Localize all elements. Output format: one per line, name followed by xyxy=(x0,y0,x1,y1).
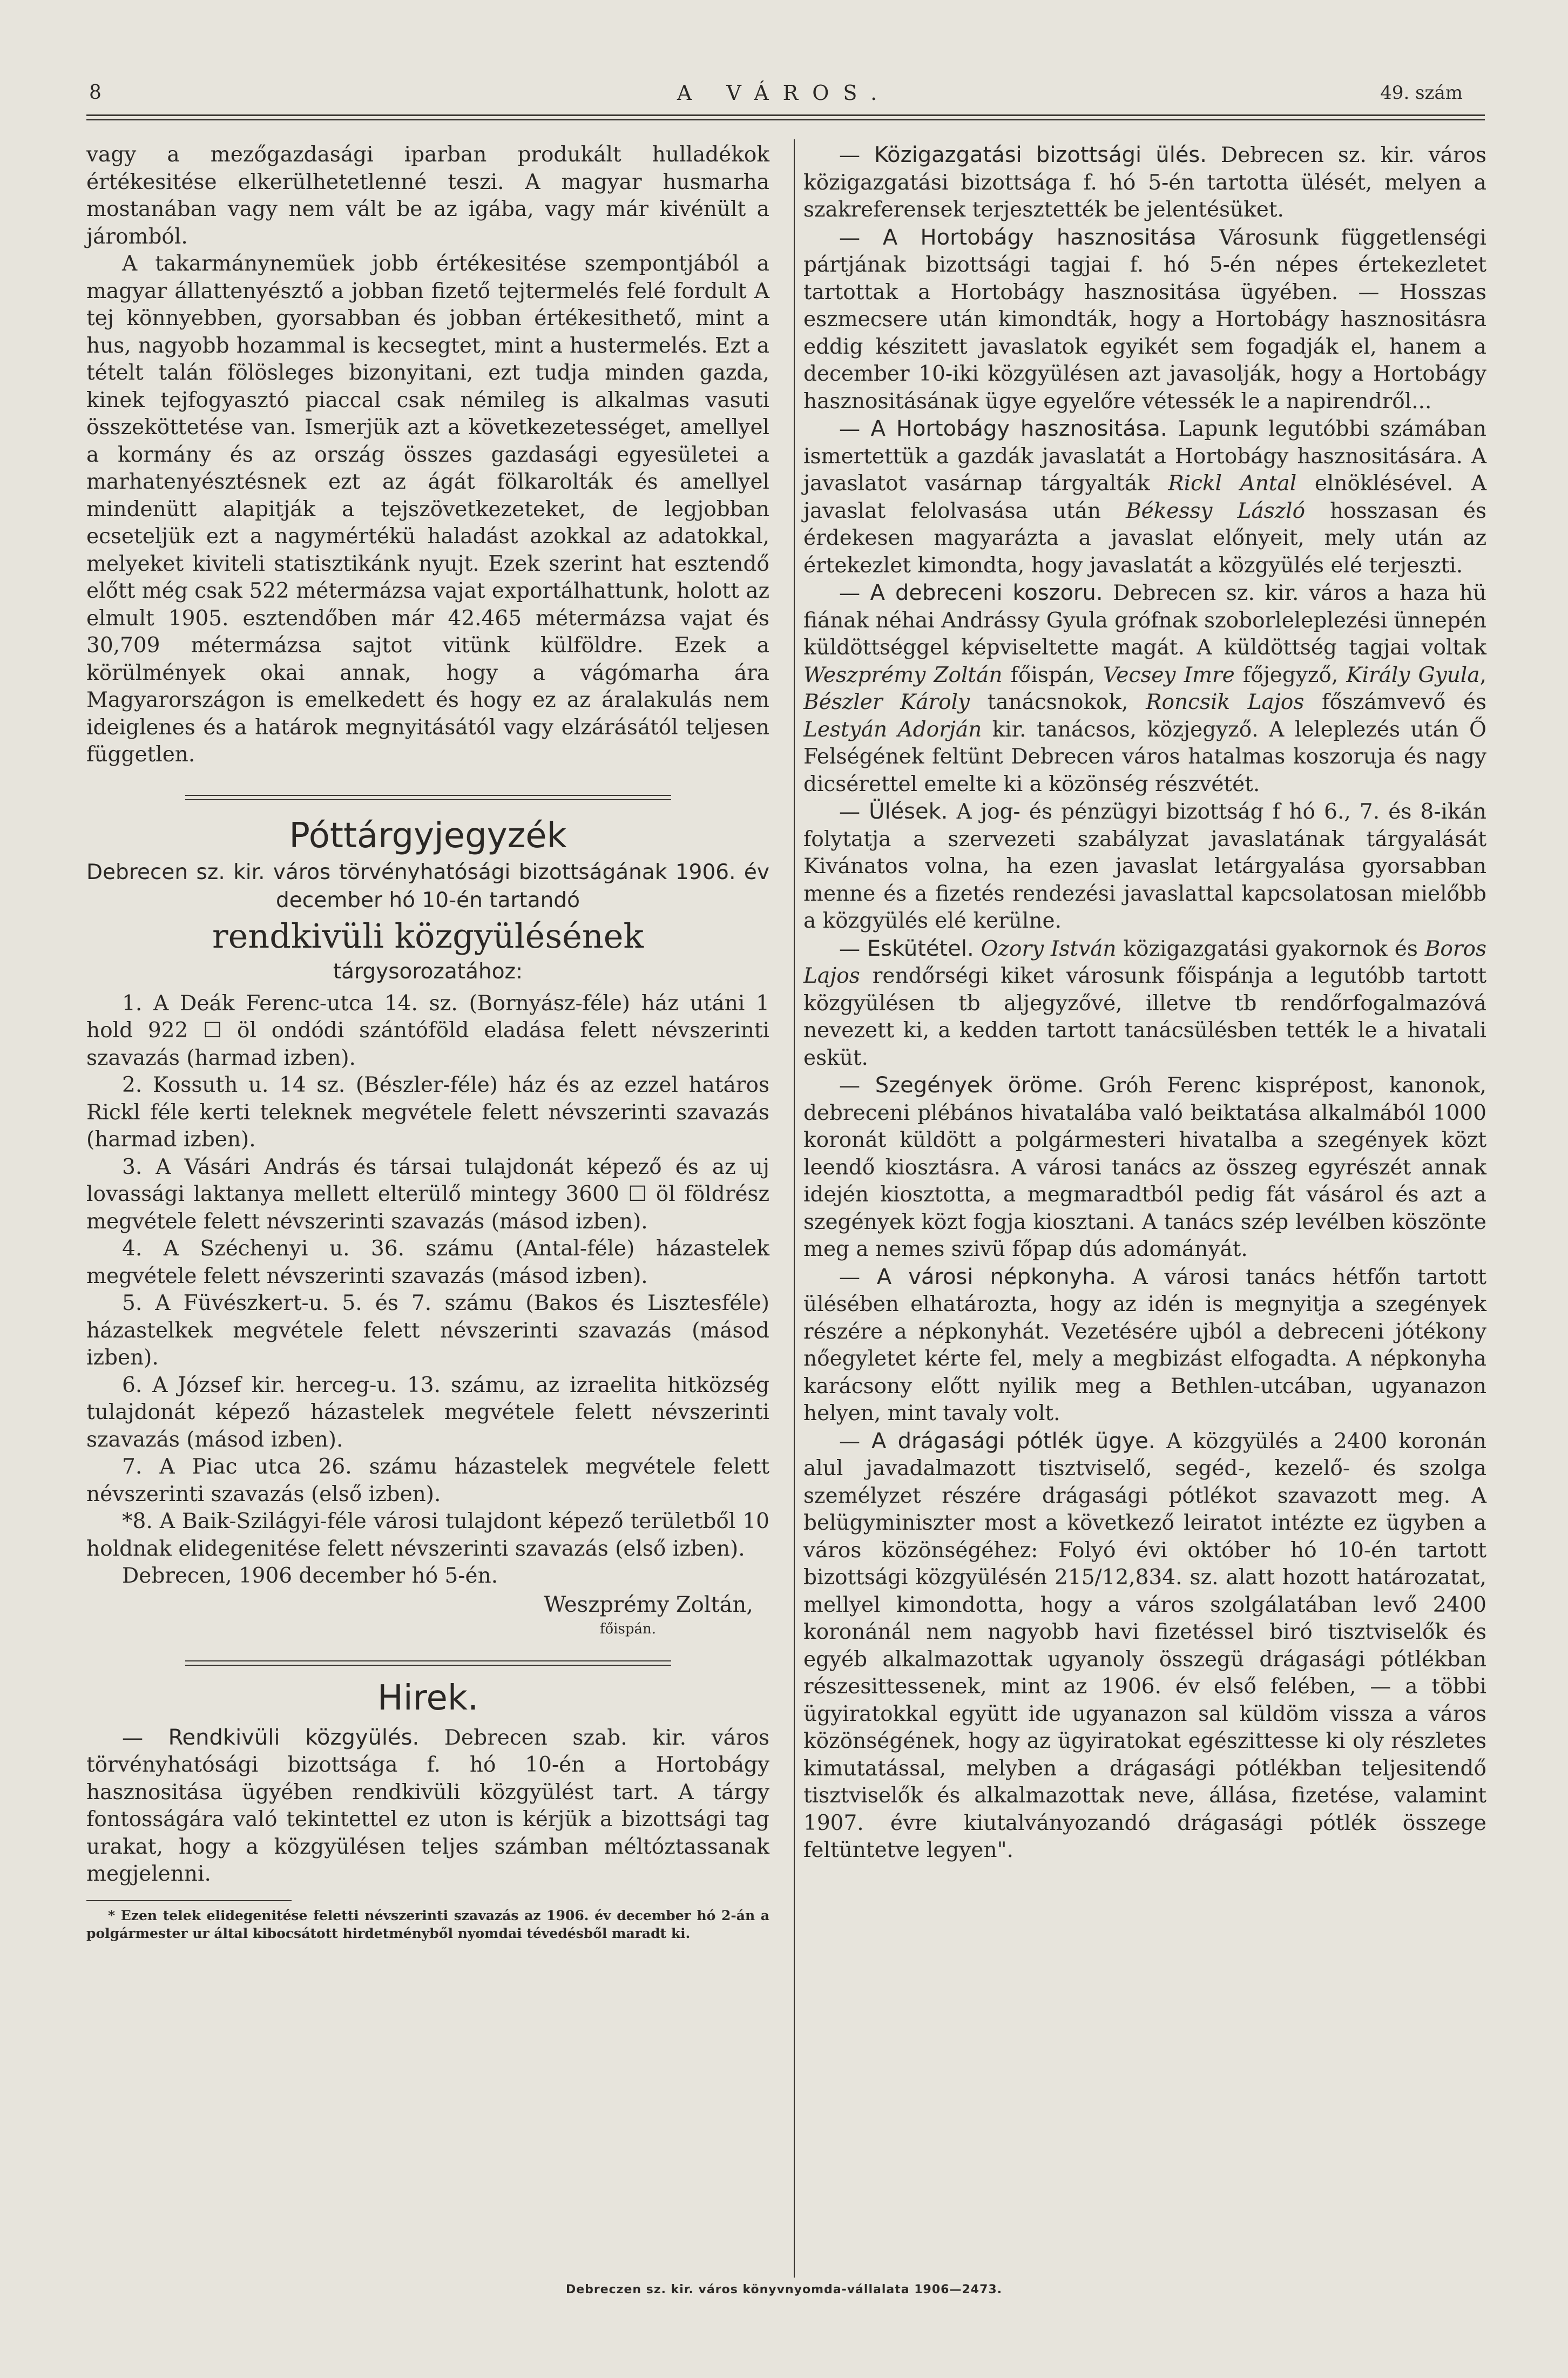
agenda-item: 7. A Piac utca 26. számu házastelek megvétele felett névszerinti szavazás (első izben). xyxy=(86,1455,769,1506)
person-name: Vecsey Imre xyxy=(1103,663,1235,687)
news-item-title: A városi népkonyha. xyxy=(876,1264,1116,1289)
news-item-text: főszámvevő és xyxy=(1304,690,1486,714)
news-item-text: Városunk függetlenségi pártjának bizottsági tagjai f. hó 5-én népes értekezletet tartottak a Hortobágy hasznositása ügyében. — Hosszas eszmecsere után kimondták, hogy a Hortobágy hasznositásra eddig készitett javaslatok egyikét sem fogadják el, hanem a december 10-iki közgyülésen azt javasolják, hogy a Hortobágy hasznositásának ügye egyelőre vétessék le a napirendről... xyxy=(803,225,1486,414)
header-rule-2 xyxy=(86,119,1485,120)
person-name: Lestyán Adorján xyxy=(803,717,982,742)
news-item-text: rendőrségi kiket városunk főispánja a legutóbb tartott közgyülésen tb aljegyzővé, illetve tb rendőrfogalmazóvá nevezett ki, a kedden tartott tanácsülésben tették le a hivatali esküt. xyxy=(803,964,1486,1070)
person-name: Roncsik Lajos xyxy=(1146,690,1305,714)
news-item: — Eskütétel. Ozory István közigazgatási gyakornok és Boros Lajos rendőrségi kiket városunk főispánja a legutóbb tartott közgyülésen tb aljegyzővé, illetve tb rendőrfogalmazóvá nevezett ki, a kedden tartott tanácsülésben tették le a hivatali esküt. xyxy=(803,936,1486,1070)
person-name: Békessy László xyxy=(1125,498,1306,523)
news-item-title: Szegények öröme. xyxy=(875,1073,1084,1098)
agenda-item: 5. A Füvészkert-u. 5. és 7. számu (Bakos és Lisztesféle) házastelkek megvétele felett névszerinti szavazás (másod izben). xyxy=(86,1291,769,1370)
news-item: — A városi népkonyha. A városi tanács hétfőn tartott ülésében elhatározta, hogy az idén is megnyitja a szegények részére a népkonyhát. Vezetésére ujból a debreceni jótékony nőegyletet kérte fel, mely a megbizást elfogadta. A népkonyha karácsony előtt nyilik meg a Bethlen-utcában, ugyanazon helyen, mint tavaly volt. xyxy=(803,1264,1486,1426)
person-name: Weszprémy Zoltán xyxy=(803,663,1003,687)
signature: Weszprémy Zoltán, xyxy=(544,1592,753,1617)
news-item-title: Rendkivüli közgyülés. xyxy=(168,1725,420,1750)
agenda-subtitle: Debrecen sz. kir. város törvényhatósági bizottságának 1906. év december hó 10-én tartandó xyxy=(86,860,769,913)
person-name: Bészler Károly xyxy=(803,690,970,714)
signature-title: főispán. xyxy=(599,1620,656,1637)
news-item-title: Ülések. xyxy=(869,799,948,824)
page-number: 8 xyxy=(89,82,102,104)
news-item-text: A közgyülés a 2400 koronán alul javadalmazott tisztviselő, segéd-, kezelő- és szolga személyzet részére drágasági pótlékot szavazott meg. A belügyminiszter most a következő leiratot intézte ez ügyben a város közönségéhez: Folyó évi október hó 10-én tartott bizottsági közgyülésén 215/12,834. sz. alatt hozott határozatat, mellyel kimondotta, hogy a város szolgálatában levő 2400 koronánál nem nagyobb havi fizetéssel biró tisztviselők és egyéb alkalmazottak ugyanoly összegü drágasági pótlékban részesittessenek, mint az 1906. év első felében, — a többi ügyiratokkal együtt ide ugyanazon sal küldöm vissza a város közönségének, hogy az ügyiratokat egészittesse ki oly részletes kimutatással, melyben a drágasági pótlékban teljesitendő tisztviselők és alkalmazottak neve, állása, fizetése, valamint 1907. évre kiutalványozandó drágasági pótlék összege feltüntetve legyen". xyxy=(803,1429,1486,1862)
news-item-title: Közigazgatási bizottsági ülés. xyxy=(874,143,1207,167)
news-item-text: Lapunk legutóbbi számában ismertettük a gazdák javaslatát a Hortobágy hasznositására. A javaslatot vasárnap tárgyalták xyxy=(803,417,1486,496)
news-item-text: főispán, xyxy=(1002,663,1103,687)
news-item-text: főjegyző, xyxy=(1234,663,1347,687)
section-rule xyxy=(185,1660,671,1661)
news-item-title: A debreceni koszoru. xyxy=(870,580,1103,605)
news-item-text: Debrecen sz. kir. város a haza hü fiának néhai Andrássy Gyula grófnak szoborleleplezési ünnepén küldöttséggel képviseltette magát. A küldöttség tagjai voltak xyxy=(803,581,1486,660)
agenda-subtitle-2: tárgysorozatához: xyxy=(333,959,523,984)
footnote-text: * Ezen telek elidegenitése feletti névszerinti szavazás az 1906. év december hó 2-án a polgármester ur által kibocsátott hirdetményből nyomdai tévedésből maradt ki. xyxy=(86,1907,769,1941)
section-rule xyxy=(185,795,671,796)
agenda-heading: Póttárgyjegyzék xyxy=(289,815,567,856)
agenda-item: 3. A Vásári András és társai tulajdonát képező és az uj lovassági laktanya mellett elterülő mintegy 3600 ☐ öl földrész megvétele felett névszerinti szavazás (másod izben). xyxy=(86,1154,769,1234)
news-item-text: közigazgatási gyakornok és xyxy=(1116,936,1425,961)
news-item: — A drágasági pótlék ügye. A közgyülés a 2400 koronán alul javadalmazott tisztviselő, segéd-, kezelő- és szolga személyzet részére drágasági pótlékot szavazott meg. A belügyminiszter most a következő leiratot intézte ez ügyben a város közönségéhez: Folyó évi október hó 10-én tartott bizottsági közgyülésén 215/12,834. sz. alatt hozott határozatat, mellyel kimondotta, hogy a város szolgálatában levő 2400 koronánál nem nagyobb havi fizetéssel biró tisztviselők és egyéb alkalmazottak ugyanoly összegü drágasági pótlékban részesittessenek, mint az 1906. év első felében, — a többi ügyiratokkal együtt ide ugyanazon sal küldöm vissza a város közönségének, hogy az ügyiratokat egészittesse ki oly részletes kimutatással, melyben a drágasági pótlékban teljesitendő tisztviselők és alkalmazottak neve, állása, fizetése, valamint 1907. évre kiutalványozandó drágasági pótlék összege feltüntetve legyen". xyxy=(803,1428,1486,1862)
news-item-text: hosszasan és érdekesen magyarázta a javaslat előnyeit, mely után az értekezlet kimondta, hogy javaslatát a közgyülés elé terjeszti. xyxy=(803,498,1486,578)
news-item-text: A jog- és pénzügyi bizottság f hó 6., 7. és 8-ikán folytatja a szervezeti szabályzat javaslatának tárgyalását Kivánatos volna, ha ezen javaslat letárgyalása gyorsabban menne és a fizetés rendezési javaslattal kapcsolatosan mielőbb a közgyülés elé kerülne. xyxy=(803,800,1486,933)
news-item-text: Debrecen szab. kir. város törvényhatósági bizottsága f. hó 10-én a Hortobágy hasznositása ügyében rendkivüli közgyülést tart. A tárgy fontosságára való tekintettel ez uton is kérjük a bizottsági tag urakat, hogy a közgyülésen teljes számban méltóztassanak megjelenni. xyxy=(86,1725,769,1886)
article-text: A takarmánynemüek jobb értékesitése szempontjából a magyar állattenyésztő a jobban fizető tejtermelés felé fordult A tej könnyebben, gyorsabban és jobban értékesithető, mint a hus, nagyobb hozammal is kecsegtet, mint a hustermelés. Ezt a tételt talán fölösleges bizonyitani, ezt tudja minden gazda, kinek tejfogyasztó piaccal csak némileg is alkalmas vasuti összeköttetése van. Ismerjük azt a következetességet, amellyel a kormány és az ország összes gazdasági egyesületei a marhatenyésztésnek ezt az ágát fölkarolták és amellyel mindenütt alapitják a tejszövetkezeteket, de legjobban ecseteljük ezt a nagymértékü haladást azokkal az adatokkal, melyeket kiviteli statisztikánk nyujt. Ezek szerint hat esztendő előtt még csak 522 métermázsa vajat exportálhattunk, holott az elmult 1905. esztendőben már 42.465 métermázsa vajat és 30,709 métermázsa sajtot vitünk külföldre. Ezek a körülmények okai annak, hogy a vágómarha ára Magyarországon is emelkedett és hogy ez az áralakulás nem ideiglenes és a határok megnyitásától vagy elzárásától teljesen független. xyxy=(86,252,769,767)
person-name: Boros Lajos xyxy=(803,936,1486,988)
news-item-title: A drágasági pótlék ügye. xyxy=(871,1428,1155,1454)
person-name: Király Gyula xyxy=(1346,663,1480,687)
news-item: — Rendkivüli közgyülés. Debrecen szab. kir. város törvényhatósági bizottsága f. hó 10-én a Hortobágy hasznositása ügyében rendkivüli közgyülést tart. A tárgy fontosságára való tekintettel ez uton is kérjük a bizottsági tag urakat, hogy a közgyülésen teljes számban méltóztassanak megjelenni. xyxy=(86,1725,769,1886)
news-item-text: tanácsnokok, xyxy=(970,690,1146,714)
news-item: — A Hortobágy hasznositása Városunk függetlenségi pártjának bizottsági tagjai f. hó 5-én népes értekezletet tartottak a Hortobágy hasznositása ügyében. — Hosszas eszmecsere után kimondták, hogy a Hortobágy hasznositásra eddig készitett javaslatok egyikét sem fogadják el, hanem a december 10-iki közgyülésen azt javasolják, hogy a Hortobágy hasznositásának ügye egyelőre vétessék le a napirendről... xyxy=(803,225,1486,414)
publication-title: A VÁROS. xyxy=(677,81,891,105)
section-rule xyxy=(185,799,671,800)
news-item: — Közigazgatási bizottsági ülés. Debrecen sz. kir. város közigazgatási bizottsága f. hó 5-én tartotta ülését, melyen a szakreferensek terjesztették be jelentésüket. xyxy=(803,143,1486,222)
agenda-item: 6. A József kir. herceg-u. 13. számu, az izraelita hitközség tulajdonát képező házastelek megvétele felett névszerinti szavazás (másod izben). xyxy=(86,1373,769,1452)
news-item-text: Debrecen sz. kir. város közigazgatási bizottsága f. hó 5-én tartotta ülését, melyen a szakreferensek terjesztették be jelentésüket. xyxy=(803,143,1486,222)
person-name: Ozory István xyxy=(981,936,1117,961)
date-line: Debrecen, 1906 december hó 5-én. xyxy=(122,1564,498,1588)
news-item: — A debreceni koszoru. Debrecen sz. kir. város a haza hü fiának néhai Andrássy Gyula grófnak szoborleleplezési ünnepén küldöttséggel képviseltette magát. A küldöttség tagjai voltak Weszprémy Zoltán főispán, Vecsey Imre főjegyző, Király Gyula, Bészler Károly tanácsnokok, Roncsik Lajos főszámvevő és Lestyán Adorján kir. tanácsos, közjegyző. A leleplezés után Ő Felségének feltünt Debrecen város hatalmas koszoruja és nagy dicsérettel emelte ki a közönség részvétét. xyxy=(803,580,1486,796)
article-text: vagy a mezőgazdasági iparban produkált hulladékok értékesitése elkerülhetetlenné teszi. A magyar husmarha mostanában vagy nem vált be az igába, vagy már kivénült a járomból. xyxy=(86,143,769,249)
person-name: Rickl Antal xyxy=(1168,471,1297,496)
agenda-item: 4. A Széchenyi u. 36. számu (Antal-féle) házastelek megvétele felett névszerinti szavazás (másod izben). xyxy=(86,1237,769,1288)
news-item: — Szegények öröme. Gróh Ferenc kisprépost, kanonok, debreceni plébános hivatalába való beiktatása alkalmából 1000 koronát küldött a polgármesteri hivatalba a szegények közt leendő kiosztásra. A városi tanács az összeg egyrészét annak idején kiosztotta, a megmaradtból pedig fát vásárol és azt a szegények közt fogja kiosztani. A tanács szép levélben köszönte meg a nemes szivü főpap dús adományát. xyxy=(803,1073,1486,1261)
header-rule xyxy=(86,114,1485,116)
news-item-title: A Hortobágy hasznositása. xyxy=(870,416,1167,441)
printer-imprint: Debreczen sz. kir. város könyvnyomda-vállalata 1906—2473. xyxy=(565,2283,1003,2296)
left-column xyxy=(86,141,769,1942)
column-divider xyxy=(794,139,795,2278)
news-item: — Ülések. A jog- és pénzügyi bizottság f hó 6., 7. és 8-ikán folytatja a szervezeti szabályzat javaslatának tárgyalását Kivánatos volna, ha ezen javaslat letárgyalása gyorsabban menne és a fizetés rendezési javaslattal kapcsolatosan mielőbb a közgyülés elé kerülne. xyxy=(803,799,1486,933)
news-heading: Hirek. xyxy=(377,1678,479,1718)
agenda-item: *8. A Baik-Szilágyi-féle városi tulajdont képező területből 10 holdnak elidegenitése felett névszerinti szavazás (első izben). xyxy=(86,1509,769,1561)
footnote-rule xyxy=(86,1900,292,1901)
right-column xyxy=(803,141,1486,1864)
agenda-item: 2. Kossuth u. 14 sz. (Bészler-féle) ház és az ezzel határos Rickl féle kerti teleknek megvétele felett névszerinti szavazás (harmad izben). xyxy=(86,1073,769,1152)
footnote xyxy=(86,1907,769,1942)
agenda-title: rendkivüli közgyülésének xyxy=(212,916,644,956)
news-item-text: , xyxy=(1479,663,1486,687)
section-rule xyxy=(185,1665,671,1666)
news-item-text: kir. tanácsos, közjegyző. A leleplezés után Ő Felségének feltünt Debrecen város hatalmas koszoruja és nagy dicsérettel emelte ki a közönség részvétét. xyxy=(803,717,1486,796)
news-item-text: A városi tanács hétfőn tartott ülésében elhatározta, hogy az idén is megnyitja a szegények részére a népkonyhát. Vezetésére ujból a debreceni jótékony nőegyletet kérte fel, mely a megbizást elfogadta. A népkonyha karácsony előtt nyilik meg a Bethlen-utcában, ugyanazon helyen, mint tavaly volt. xyxy=(803,1265,1486,1426)
news-item-title: Eskütétel. xyxy=(867,936,974,961)
agenda-item: 1. A Deák Ferenc-utca 14. sz. (Bornyász-féle) ház utáni 1 hold 922 ☐ öl ondódi szántóföld eladása felett névszerinti szavazás (harmad izben). xyxy=(86,991,769,1070)
news-item-text: elnöklésével. A javaslat felolvasása után xyxy=(803,471,1486,523)
news-item-text: Gróh Ferenc kisprépost, kanonok, debreceni plébános hivatalába való beiktatása alkalmából 1000 koronát küldött a polgármesteri hivatalba a szegények közt leendő kiosztásra. A városi tanács az összeg egyrészét annak idején kiosztotta, a megmaradtból pedig fát vásárol és azt a szegények közt fogja kiosztani. A tanács szép levélben köszönte meg a nemes szivü főpap dús adományát. xyxy=(803,1073,1486,1261)
news-item-title: A Hortobágy hasznositása xyxy=(882,225,1197,250)
news-item: — A Hortobágy hasznositása. Lapunk legutóbbi számában ismertettük a gazdák javaslatát a Hortobágy hasznositására. A javaslatot vasárnap tárgyalták Rickl Antal elnöklésével. A javaslat felolvasása után Békessy László hosszasan és érdekesen magyarázta a javaslat előnyeit, mely után az értekezlet kimondta, hogy javaslatát a közgyülés elé terjeszti. xyxy=(803,416,1486,578)
issue-number: 49. szám xyxy=(1380,82,1463,104)
